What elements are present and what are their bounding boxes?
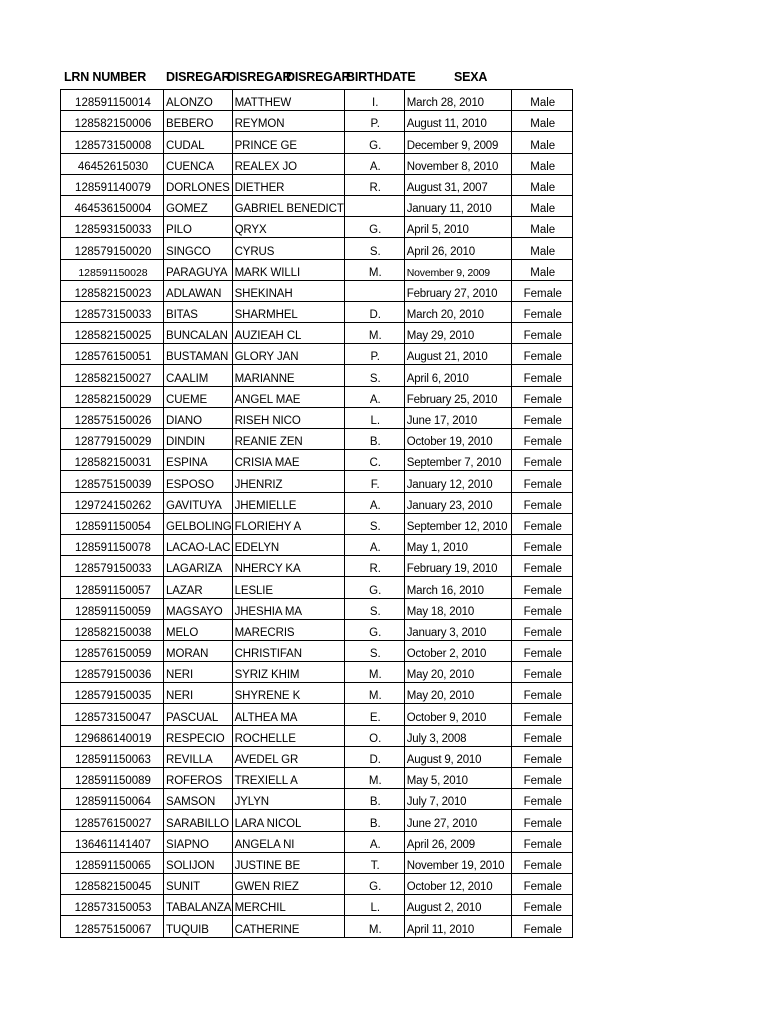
lrn-cell[interactable]: 129686140019	[61, 725, 164, 746]
middle-initial-cell[interactable]: D.	[344, 301, 404, 322]
birthdate-cell[interactable]: August 11, 2010	[404, 111, 511, 132]
middle-initial-cell[interactable]: F.	[344, 471, 404, 492]
birthdate-cell[interactable]: May 1, 2010	[404, 534, 511, 555]
middle-initial-cell[interactable]: G.	[344, 217, 404, 238]
birthdate-cell[interactable]: April 26, 2010	[404, 238, 511, 259]
last-name-cell[interactable]: PARAGUYA	[164, 259, 233, 280]
first-name-cell[interactable]: REYMON	[232, 111, 344, 132]
last-name-cell[interactable]: ROFEROS	[164, 768, 233, 789]
student-table	[60, 89, 573, 938]
middle-initial-cell[interactable]: A.	[344, 153, 404, 174]
table-row	[61, 323, 573, 344]
first-name-cell[interactable]: TREXIELL A	[232, 768, 344, 789]
birthdate-cell[interactable]: January 3, 2010	[404, 619, 511, 640]
lrn-cell[interactable]: 128576150027	[61, 810, 164, 831]
lrn-cell[interactable]: 128591150065	[61, 852, 164, 873]
lrn-cell[interactable]: 128591150057	[61, 577, 164, 598]
middle-initial-cell[interactable]: R.	[344, 174, 404, 195]
table-row	[61, 259, 573, 280]
last-name-cell[interactable]: SINGCO	[164, 238, 233, 259]
last-name-cell[interactable]: CUDAL	[164, 132, 233, 153]
first-name-cell[interactable]: QRYX	[232, 217, 344, 238]
middle-initial-cell[interactable]: G.	[344, 132, 404, 153]
table-row	[61, 174, 573, 195]
sex-cell[interactable]: Female	[511, 492, 572, 513]
middle-initial-cell[interactable]: S.	[344, 598, 404, 619]
first-name-cell[interactable]: PRINCE GE	[232, 132, 344, 153]
lrn-cell[interactable]: 128573150053	[61, 895, 164, 916]
lrn-cell[interactable]: 129724150262	[61, 492, 164, 513]
first-name-cell[interactable]: NHERCY KA	[232, 556, 344, 577]
table-row	[61, 640, 573, 661]
first-name-cell[interactable]: MATTHEW	[232, 90, 344, 111]
lrn-cell[interactable]: 128582150038	[61, 619, 164, 640]
last-name-cell[interactable]: SIAPNO	[164, 831, 233, 852]
lrn-cell[interactable]: 128573150008	[61, 132, 164, 153]
middle-initial-cell[interactable]: M.	[344, 916, 404, 937]
table-row	[61, 217, 573, 238]
first-name-cell[interactable]: GABRIEL BENEDICT	[232, 195, 344, 216]
lrn-cell[interactable]: 128779150029	[61, 429, 164, 450]
table-row	[61, 746, 573, 767]
table-row	[61, 662, 573, 683]
sex-cell[interactable]: Female	[511, 471, 572, 492]
sex-cell[interactable]: Male	[511, 111, 572, 132]
last-name-cell[interactable]: BUNCALAN	[164, 323, 233, 344]
table-row	[61, 386, 573, 407]
first-name-cell[interactable]: MERCHIL	[232, 895, 344, 916]
lrn-cell[interactable]: 128575150026	[61, 407, 164, 428]
first-name-cell[interactable]: REALEX JO	[232, 153, 344, 174]
first-name-cell[interactable]: MARECRIS	[232, 619, 344, 640]
lrn-cell[interactable]: 128579150035	[61, 683, 164, 704]
birthdate-cell[interactable]: February 19, 2010	[404, 556, 511, 577]
last-name-cell[interactable]: DORLONES	[164, 174, 233, 195]
last-name-cell[interactable]: SOLIJON	[164, 852, 233, 873]
lrn-cell[interactable]: 128582150006	[61, 111, 164, 132]
table-row	[61, 344, 573, 365]
first-name-cell[interactable]: ALTHEA MA	[232, 704, 344, 725]
lrn-cell[interactable]: 128591140079	[61, 174, 164, 195]
first-name-cell[interactable]: RISEH NICO	[232, 407, 344, 428]
birthdate-cell[interactable]: May 29, 2010	[404, 323, 511, 344]
sex-cell[interactable]: Female	[511, 280, 572, 301]
birthdate-cell[interactable]: March 20, 2010	[404, 301, 511, 322]
lrn-cell[interactable]: 128591150059	[61, 598, 164, 619]
sex-cell[interactable]: Male	[511, 174, 572, 195]
middle-initial-cell[interactable]: M.	[344, 768, 404, 789]
last-name-cell[interactable]: ALONZO	[164, 90, 233, 111]
last-name-cell[interactable]: PASCUAL	[164, 704, 233, 725]
first-name-cell[interactable]: AVEDEL GR	[232, 746, 344, 767]
birthdate-cell[interactable]: April 6, 2010	[404, 365, 511, 386]
table-row	[61, 513, 573, 534]
last-name-cell[interactable]: GAVITUYA	[164, 492, 233, 513]
table-row	[61, 280, 573, 301]
last-name-cell[interactable]: MELO	[164, 619, 233, 640]
birthdate-cell[interactable]: January 12, 2010	[404, 471, 511, 492]
first-name-cell[interactable]: JHEMIELLE	[232, 492, 344, 513]
last-name-cell[interactable]: LACAO-LAC	[164, 534, 233, 555]
lrn-cell[interactable]: 128591150078	[61, 534, 164, 555]
middle-initial-cell[interactable]: T.	[344, 852, 404, 873]
last-name-cell[interactable]: BITAS	[164, 301, 233, 322]
sex-cell[interactable]: Female	[511, 662, 572, 683]
last-name-cell[interactable]: TABALANZA	[164, 895, 233, 916]
first-name-cell[interactable]: REANIE ZEN	[232, 429, 344, 450]
lrn-cell[interactable]: 128573150047	[61, 704, 164, 725]
first-name-cell[interactable]: DIETHER	[232, 174, 344, 195]
sex-cell[interactable]: Female	[511, 619, 572, 640]
lrn-cell[interactable]: 128576150059	[61, 640, 164, 661]
middle-initial-cell[interactable]: A.	[344, 492, 404, 513]
middle-initial-cell[interactable]: O.	[344, 725, 404, 746]
table-row	[61, 492, 573, 513]
sex-cell[interactable]: Female	[511, 386, 572, 407]
middle-initial-cell[interactable]: I.	[344, 90, 404, 111]
lrn-cell[interactable]: 128579150020	[61, 238, 164, 259]
first-name-cell[interactable]: ROCHELLE	[232, 725, 344, 746]
first-name-cell[interactable]: FLORIEHY A	[232, 513, 344, 534]
lrn-cell[interactable]: 128582150029	[61, 386, 164, 407]
header-birthdate: BIRTHDATE	[346, 70, 416, 84]
sex-cell[interactable]: Female	[511, 789, 572, 810]
sex-cell[interactable]: Female	[511, 704, 572, 725]
birthdate-cell[interactable]: November 19, 2010	[404, 852, 511, 873]
lrn-cell[interactable]: 128582150031	[61, 450, 164, 471]
table-row	[61, 534, 573, 555]
first-name-cell[interactable]: JUSTINE BE	[232, 852, 344, 873]
birthdate-cell[interactable]: June 27, 2010	[404, 810, 511, 831]
lrn-cell[interactable]: 128573150033	[61, 301, 164, 322]
last-name-cell[interactable]: MAGSAYO	[164, 598, 233, 619]
sex-cell[interactable]: Male	[511, 217, 572, 238]
sex-cell[interactable]: Male	[511, 132, 572, 153]
birthdate-cell[interactable]: August 31, 2007	[404, 174, 511, 195]
sex-cell[interactable]: Female	[511, 640, 572, 661]
last-name-cell[interactable]: CUENCA	[164, 153, 233, 174]
lrn-cell[interactable]: 128575150067	[61, 916, 164, 937]
birthdate-cell[interactable]: May 20, 2010	[404, 683, 511, 704]
table-row	[61, 768, 573, 789]
sex-cell[interactable]: Female	[511, 895, 572, 916]
first-name-cell[interactable]: SHYRENE K	[232, 683, 344, 704]
birthdate-cell[interactable]: March 16, 2010	[404, 577, 511, 598]
sex-cell[interactable]: Female	[511, 873, 572, 894]
sex-cell[interactable]: Female	[511, 683, 572, 704]
lrn-cell[interactable]: 464536150004	[61, 195, 164, 216]
lrn-cell[interactable]: 128593150033	[61, 217, 164, 238]
first-name-cell[interactable]: LARA NICOL	[232, 810, 344, 831]
table-row	[61, 90, 573, 111]
birthdate-cell[interactable]: May 18, 2010	[404, 598, 511, 619]
birthdate-cell[interactable]: April 26, 2009	[404, 831, 511, 852]
first-name-cell[interactable]: JHENRIZ	[232, 471, 344, 492]
last-name-cell[interactable]: LAGARIZA	[164, 556, 233, 577]
table-row	[61, 577, 573, 598]
table-row	[61, 810, 573, 831]
lrn-cell[interactable]: 128582150045	[61, 873, 164, 894]
first-name-cell[interactable]: JHESHIA MA	[232, 598, 344, 619]
last-name-cell[interactable]: SAMSON	[164, 789, 233, 810]
middle-initial-cell[interactable]: S.	[344, 238, 404, 259]
middle-initial-cell[interactable]: L.	[344, 895, 404, 916]
table-row	[61, 471, 573, 492]
first-name-cell[interactable]: CATHERINE	[232, 916, 344, 937]
first-name-cell[interactable]: SHEKINAH	[232, 280, 344, 301]
header-disregard-2: DISREGAR	[227, 70, 292, 84]
lrn-cell[interactable]: 128591150054	[61, 513, 164, 534]
middle-initial-cell[interactable]: M.	[344, 323, 404, 344]
middle-initial-cell[interactable]: A.	[344, 386, 404, 407]
birthdate-cell[interactable]: October 9, 2010	[404, 704, 511, 725]
birthdate-cell[interactable]: November 9, 2009	[404, 259, 511, 280]
lrn-cell[interactable]: 128575150039	[61, 471, 164, 492]
sex-cell[interactable]: Female	[511, 450, 572, 471]
lrn-cell[interactable]: 128591150014	[61, 90, 164, 111]
table-row	[61, 704, 573, 725]
middle-initial-cell[interactable]: G.	[344, 577, 404, 598]
middle-initial-cell[interactable]: G.	[344, 873, 404, 894]
middle-initial-cell[interactable]: P.	[344, 344, 404, 365]
first-name-cell[interactable]: ANGEL MAE	[232, 386, 344, 407]
sex-cell[interactable]: Female	[511, 916, 572, 937]
sex-cell[interactable]: Female	[511, 344, 572, 365]
first-name-cell[interactable]: GWEN RIEZ	[232, 873, 344, 894]
birthdate-cell[interactable]: January 23, 2010	[404, 492, 511, 513]
last-name-cell[interactable]: PILO	[164, 217, 233, 238]
first-name-cell[interactable]: ANGELA NI	[232, 831, 344, 852]
last-name-cell[interactable]: RESPECIO	[164, 725, 233, 746]
header-lrn-number: LRN NUMBER	[64, 70, 147, 84]
last-name-cell[interactable]: TUQUIB	[164, 916, 233, 937]
first-name-cell[interactable]: MARIANNE	[232, 365, 344, 386]
first-name-cell[interactable]: CRISIA MAE	[232, 450, 344, 471]
birthdate-cell[interactable]: July 3, 2008	[404, 725, 511, 746]
first-name-cell[interactable]: EDELYN	[232, 534, 344, 555]
sex-cell[interactable]: Female	[511, 577, 572, 598]
first-name-cell[interactable]: LESLIE	[232, 577, 344, 598]
birthdate-cell[interactable]: July 7, 2010	[404, 789, 511, 810]
table-row	[61, 132, 573, 153]
lrn-cell[interactable]: 128591150063	[61, 746, 164, 767]
middle-initial-cell[interactable]: M.	[344, 683, 404, 704]
middle-initial-cell[interactable]: B.	[344, 429, 404, 450]
middle-initial-cell[interactable]: A.	[344, 534, 404, 555]
birthdate-cell[interactable]: November 8, 2010	[404, 153, 511, 174]
table-row	[61, 683, 573, 704]
sex-cell[interactable]: Female	[511, 556, 572, 577]
last-name-cell[interactable]: ESPOSO	[164, 471, 233, 492]
sex-cell[interactable]: Female	[511, 598, 572, 619]
table-row	[61, 407, 573, 428]
lrn-cell[interactable]: 136461141407	[61, 831, 164, 852]
birthdate-cell[interactable]: August 2, 2010	[404, 895, 511, 916]
lrn-cell[interactable]: 128582150025	[61, 323, 164, 344]
birthdate-cell[interactable]: August 9, 2010	[404, 746, 511, 767]
sex-cell[interactable]: Female	[511, 768, 572, 789]
middle-initial-cell[interactable]: M.	[344, 662, 404, 683]
birthdate-cell[interactable]: February 27, 2010	[404, 280, 511, 301]
sex-cell[interactable]: Male	[511, 259, 572, 280]
middle-initial-cell[interactable]: P.	[344, 111, 404, 132]
first-name-cell[interactable]: SYRIZ KHIM	[232, 662, 344, 683]
last-name-cell[interactable]: GOMEZ	[164, 195, 233, 216]
sex-cell[interactable]: Male	[511, 238, 572, 259]
lrn-cell[interactable]: 128582150027	[61, 365, 164, 386]
sex-cell[interactable]: Female	[511, 746, 572, 767]
first-name-cell[interactable]: JYLYN	[232, 789, 344, 810]
first-name-cell[interactable]: MARK WILLI	[232, 259, 344, 280]
sex-cell[interactable]: Female	[511, 323, 572, 344]
header-sex: SEXA	[454, 70, 488, 84]
birthdate-cell[interactable]: August 21, 2010	[404, 344, 511, 365]
first-name-cell[interactable]: GLORY JAN	[232, 344, 344, 365]
middle-initial-cell[interactable]: G.	[344, 619, 404, 640]
last-name-cell[interactable]: CAALIM	[164, 365, 233, 386]
last-name-cell[interactable]: GELBOLING	[164, 513, 233, 534]
birthdate-cell[interactable]: May 20, 2010	[404, 662, 511, 683]
birthdate-cell[interactable]: October 12, 2010	[404, 873, 511, 894]
first-name-cell[interactable]: CYRUS	[232, 238, 344, 259]
lrn-cell[interactable]: 128582150023	[61, 280, 164, 301]
birthdate-cell[interactable]: January 11, 2010	[404, 195, 511, 216]
middle-initial-cell[interactable]	[344, 195, 404, 216]
last-name-cell[interactable]: REVILLA	[164, 746, 233, 767]
table-row	[61, 195, 573, 216]
birthdate-cell[interactable]: December 9, 2009	[404, 132, 511, 153]
last-name-cell[interactable]: ESPINA	[164, 450, 233, 471]
table-row	[61, 725, 573, 746]
table-row	[61, 619, 573, 640]
birthdate-cell[interactable]: April 5, 2010	[404, 217, 511, 238]
middle-initial-cell[interactable]: S.	[344, 513, 404, 534]
table-row	[61, 450, 573, 471]
table-row	[61, 301, 573, 322]
header-disregard-3: DISREGAR	[286, 70, 351, 84]
sex-cell[interactable]: Female	[511, 534, 572, 555]
table-row	[61, 153, 573, 174]
sex-cell[interactable]: Female	[511, 852, 572, 873]
middle-initial-cell[interactable]: E.	[344, 704, 404, 725]
last-name-cell[interactable]: SUNIT	[164, 873, 233, 894]
birthdate-cell[interactable]: February 25, 2010	[404, 386, 511, 407]
header-disregard-1: DISREGAR	[166, 70, 231, 84]
last-name-cell[interactable]: DINDIN	[164, 429, 233, 450]
birthdate-cell[interactable]: September 12, 2010	[404, 513, 511, 534]
table-row	[61, 556, 573, 577]
birthdate-cell[interactable]: June 17, 2010	[404, 407, 511, 428]
sex-cell[interactable]: Female	[511, 831, 572, 852]
middle-initial-cell[interactable]: A.	[344, 831, 404, 852]
last-name-cell[interactable]: BUSTAMAN	[164, 344, 233, 365]
middle-initial-cell[interactable]: R.	[344, 556, 404, 577]
sex-cell[interactable]: Female	[511, 725, 572, 746]
lrn-cell[interactable]: 128591150028	[61, 259, 164, 280]
birthdate-cell[interactable]: September 7, 2010	[404, 450, 511, 471]
table-row	[61, 895, 573, 916]
table-row	[61, 111, 573, 132]
sex-cell[interactable]: Female	[511, 429, 572, 450]
last-name-cell[interactable]: BEBERO	[164, 111, 233, 132]
lrn-cell[interactable]: 128591150064	[61, 789, 164, 810]
sex-cell[interactable]: Female	[511, 513, 572, 534]
birthdate-cell[interactable]: October 19, 2010	[404, 429, 511, 450]
sex-cell[interactable]: Female	[511, 810, 572, 831]
table-row	[61, 789, 573, 810]
table-row	[61, 598, 573, 619]
table-row	[61, 365, 573, 386]
last-name-cell[interactable]: DIANO	[164, 407, 233, 428]
last-name-cell[interactable]: NERI	[164, 683, 233, 704]
lrn-cell[interactable]: 128579150036	[61, 662, 164, 683]
last-name-cell[interactable]: MORAN	[164, 640, 233, 661]
birthdate-cell[interactable]: May 5, 2010	[404, 768, 511, 789]
table-row	[61, 429, 573, 450]
middle-initial-cell[interactable]: B.	[344, 789, 404, 810]
lrn-cell[interactable]: 128591150089	[61, 768, 164, 789]
first-name-cell[interactable]: SHARMHEL	[232, 301, 344, 322]
sex-cell[interactable]: Male	[511, 195, 572, 216]
table-row	[61, 916, 573, 937]
sex-cell[interactable]: Female	[511, 301, 572, 322]
middle-initial-cell[interactable]: B.	[344, 810, 404, 831]
last-name-cell[interactable]: SARABILLO	[164, 810, 233, 831]
sex-cell[interactable]: Female	[511, 365, 572, 386]
lrn-cell[interactable]: 128576150051	[61, 344, 164, 365]
last-name-cell[interactable]: NERI	[164, 662, 233, 683]
middle-initial-cell[interactable]: L.	[344, 407, 404, 428]
sex-cell[interactable]: Female	[511, 407, 572, 428]
birthdate-cell[interactable]: October 2, 2010	[404, 640, 511, 661]
lrn-cell[interactable]: 128579150033	[61, 556, 164, 577]
birthdate-cell[interactable]: March 28, 2010	[404, 90, 511, 111]
first-name-cell[interactable]: AUZIEAH CL	[232, 323, 344, 344]
middle-initial-cell[interactable]: C.	[344, 450, 404, 471]
middle-initial-cell[interactable]: S.	[344, 640, 404, 661]
table-row	[61, 873, 573, 894]
last-name-cell[interactable]: LAZAR	[164, 577, 233, 598]
table-row	[61, 238, 573, 259]
last-name-cell[interactable]: CUEME	[164, 386, 233, 407]
lrn-cell[interactable]: 46452615030	[61, 153, 164, 174]
middle-initial-cell[interactable]: S.	[344, 365, 404, 386]
middle-initial-cell[interactable]: M.	[344, 259, 404, 280]
table-row	[61, 831, 573, 852]
sex-cell[interactable]: Male	[511, 90, 572, 111]
sex-cell[interactable]: Male	[511, 153, 572, 174]
middle-initial-cell[interactable]	[344, 280, 404, 301]
first-name-cell[interactable]: CHRISTIFAN	[232, 640, 344, 661]
birthdate-cell[interactable]: April 11, 2010	[404, 916, 511, 937]
middle-initial-cell[interactable]: D.	[344, 746, 404, 767]
last-name-cell[interactable]: ADLAWAN	[164, 280, 233, 301]
table-row	[61, 852, 573, 873]
